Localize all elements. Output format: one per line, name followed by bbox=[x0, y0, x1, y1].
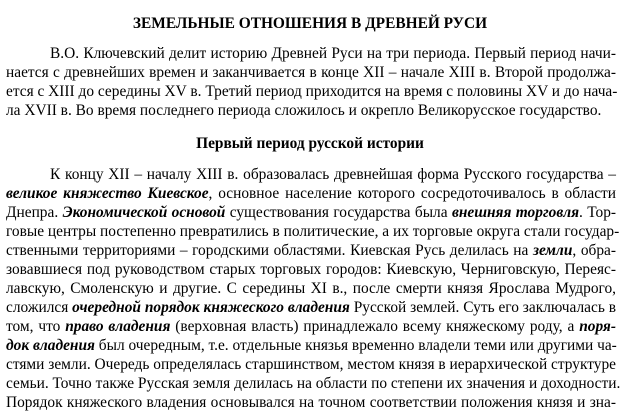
body-line-2: великое княжество Киевское, основное население которого сосредоточивалось в области bbox=[6, 185, 616, 202]
body-line-11: стями земли. Очередь определялась старшинством, местом князя в иерархической структуре bbox=[6, 356, 616, 373]
body-line-7: лавскую, Смоленскую и другие. С середины XI в., после смерти князя Ярослава Мудрого, bbox=[6, 280, 616, 297]
body-line-10: док владения был очередным, т.е. отдельные князья временно владели теми или другими ча- bbox=[6, 337, 617, 354]
body-line-8: сложился очередной порядок княжеского владения Русской землей. Суть его заключалась в bbox=[6, 299, 616, 316]
intro-line-2: нается с древнейших времен и заканчивается в конце XII – начале XIII в. Второй продолжа- bbox=[6, 64, 616, 81]
body-line-3: Днепра. Экономической основой существования государства была внешняя торговля. Тор- bbox=[6, 204, 617, 221]
term-rotational-order: очередной порядок княжеского владения bbox=[72, 299, 350, 316]
body-line-6: зовавшиеся под руководством старых торговых городов: Киевскую, Черниговскую, Переяс- bbox=[6, 261, 616, 278]
body-line-12: семьи. Точно также Русская земля делилась на области по степени их значения и доходности. bbox=[6, 375, 620, 392]
term-economic-basis: Экономической основой bbox=[62, 204, 226, 221]
term-right-of-ownership: право владения bbox=[65, 318, 171, 335]
body-line-4: говые центры постепенно превратились в политические, а их торговые округа стали государ- bbox=[6, 223, 620, 240]
term-kiev-principality: великое княжество Киевское bbox=[6, 185, 209, 202]
document-title: ЗЕМЕЛЬНЫЕ ОТНОШЕНИЯ В ДРЕВНЕЙ РУСИ bbox=[132, 15, 488, 32]
body-line-1: К концу XII – началу XIII в. образовалась древнейшая форма Русского государства – bbox=[50, 166, 616, 183]
intro-line-1: В.О. Ключевский делит историю Древней Руси на три периода. Первый период начи- bbox=[50, 45, 616, 62]
term-lands: земли bbox=[532, 242, 573, 259]
term-order-part-2: док владения bbox=[6, 337, 95, 354]
intro-line-3: ется с XIII до середины XV в. Третий период приходится на время с половины XV и до нача- bbox=[6, 83, 618, 100]
term-order-part-1: поря- bbox=[579, 318, 616, 335]
intro-line-4: ла XVII в. Во время последнего периода сложилось и окрепло Великорусское государство. bbox=[6, 102, 602, 119]
body-line-5: ственными территориями – городскими областями. Киевская Русь делилась на земли, обра- bbox=[6, 242, 616, 259]
body-line-9: том, что право владения (верховная власть) принадлежало всему княжескому роду, а поря- bbox=[6, 318, 616, 335]
section-title: Первый период русской истории bbox=[196, 135, 424, 152]
term-foreign-trade: внешняя торговля bbox=[451, 204, 580, 221]
body-line-13: Порядок княжеского владения основывался на точном соответствии положения князя и зна- bbox=[6, 394, 616, 411]
